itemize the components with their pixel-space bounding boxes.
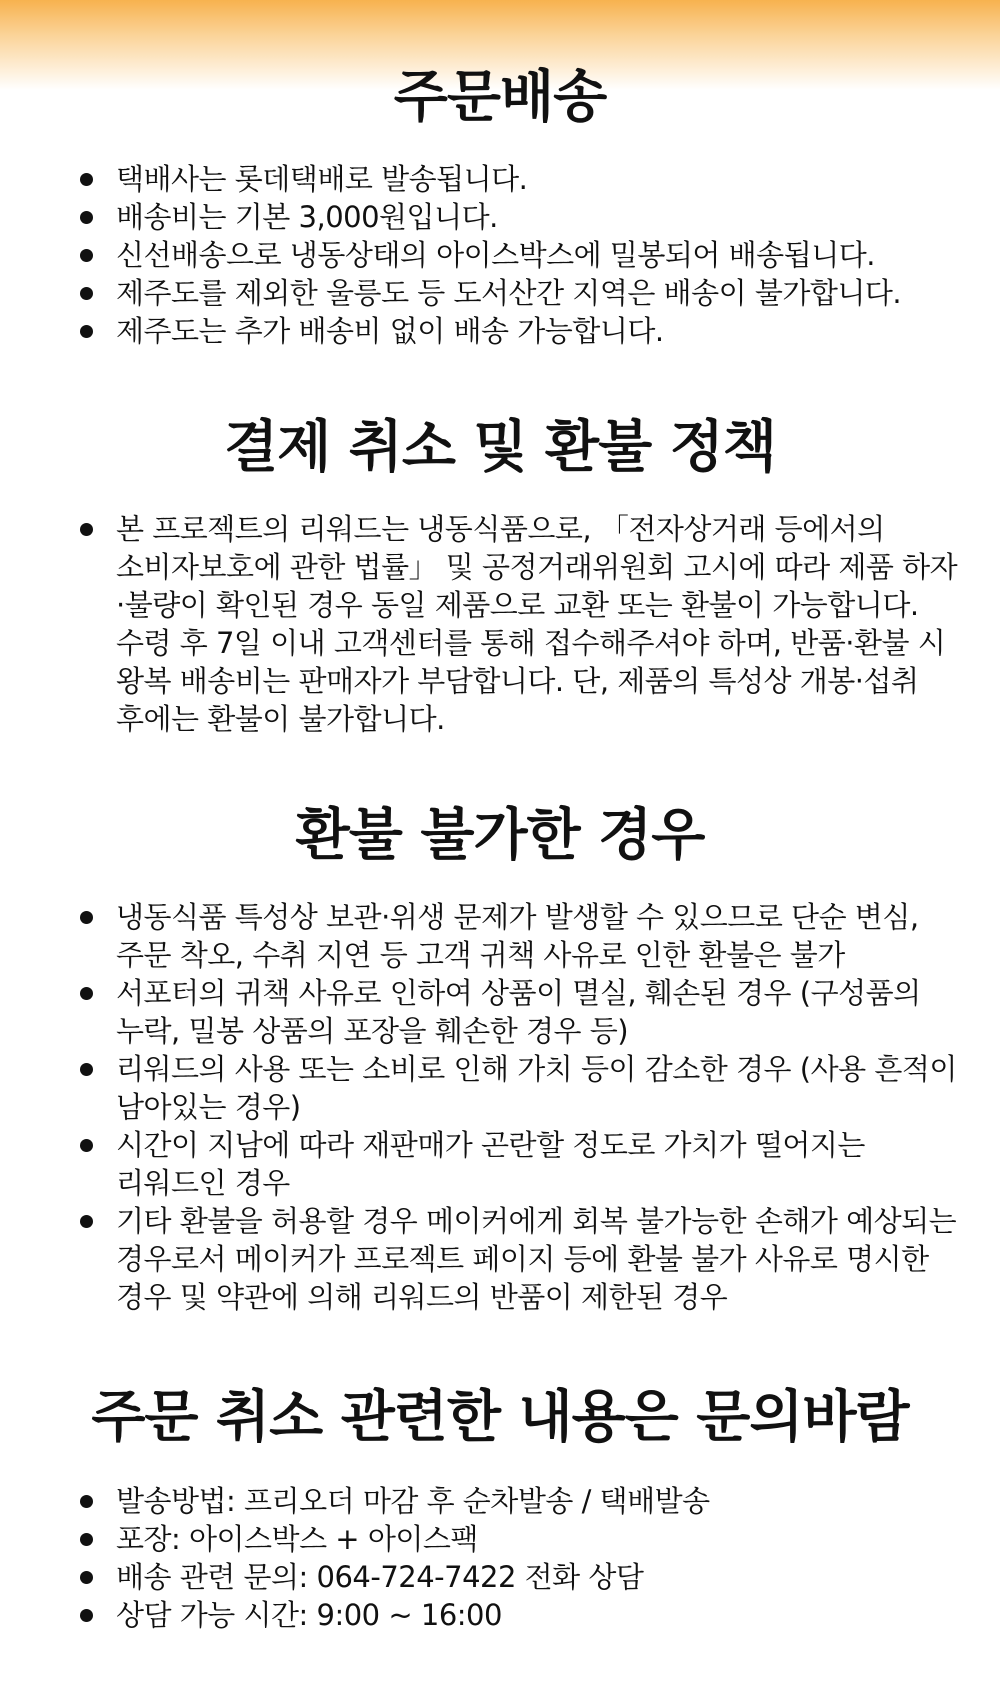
list-item [78,974,958,1050]
list-item-text: 상담 가능 시간: 9:00 ~ 16:00 [116,1598,502,1632]
list-item-text: 발송방법: 프리오더 마감 후 순차발송 / 택배발송 [116,1484,710,1518]
list-item-text: 냉동식품 특성상 보관·위생 문제가 발생할 수 있으므로 단순 변심, 주문 착오, 수취 지연 등 고객 귀책 사유로 인한 환불은 불가 [116,900,919,972]
bullet-icon [80,1533,93,1546]
list-item [78,198,958,236]
bullet-icon [80,287,93,300]
refund-list [0,510,958,738]
list-item-text: 기타 환불을 허용할 경우 메이커에게 회복 불가능한 손해가 예상되는 경우로서 메이커가 프로젝트 페이지 등에 환불 불가 사유로 명시한 경우 및 약관에 의해 리워드의 반품이 제한된 경우 [116,1204,957,1314]
bullet-icon [80,249,93,262]
list-item [78,1126,958,1202]
bullet-icon [80,523,93,536]
bullet-icon [80,173,93,186]
bullet-icon [80,1139,93,1152]
list-item-text: 시간이 지남에 따라 재판매가 곤란할 정도로 가치가 떨어지는 리워드인 경우 [116,1128,865,1200]
section-title-inquiry: 주문 취소 관련한 내용은 문의바람 [91,1385,909,1450]
list-item-text: 배송 관련 문의: 064-724-7422 전화 상담 [116,1560,644,1594]
list-item [78,274,958,312]
bullet-icon [80,1609,93,1622]
list-item-text: 제주도는 추가 배송비 없이 배송 가능합니다. [116,314,664,348]
list-item [78,898,958,974]
section-title-refund-policy: 결제 취소 및 환불 정책 [224,415,776,480]
bullet-icon [80,1215,93,1228]
section-title-shipping: 주문배송 [393,65,607,130]
list-item-text: 서포터의 귀책 사유로 인하여 상품이 멸실, 훼손된 경우 (구성품의 누락, 밀봉 상품의 포장을 훼손한 경우 등) [116,976,921,1048]
list-item [78,1482,958,1520]
bullet-icon [80,1063,93,1076]
section-non-refundable [0,796,1000,1316]
list-item-text: 리워드의 사용 또는 소비로 인해 가치 등이 감소한 경우 (사용 흔적이 남아있는 경우) [116,1052,957,1124]
inquiry-list [0,1482,958,1634]
shipping-list [0,160,958,350]
list-item [78,1202,958,1316]
list-item [78,312,958,350]
list-item-text: 제주도를 제외한 울릉도 등 도서산간 지역은 배송이 불가합니다. [116,276,902,310]
list-item [78,1558,958,1596]
list-item-text: 신선배송으로 냉동상태의 아이스박스에 밀봉되어 배송됩니다. [116,238,875,272]
bullet-icon [80,325,93,338]
section-title-non-refundable: 환불 불가한 경우 [295,803,705,868]
list-item [78,236,958,274]
bullet-icon [80,987,93,1000]
list-item [78,1050,958,1126]
bullet-icon [80,1571,93,1584]
list-item [78,1596,958,1634]
list-item-text: 본 프로젝트의 리워드는 냉동식품으로, 「전자상거래 등에서의 소비자보호에 관한 법률」 및 공정거래위원회 고시에 따라 제품 하자·불량이 확인된 경우 동일 제품으로 교환 또는 환불이 가능합니다. 수령 후 7일 이내 고객센터를 통해 접수해주셔야 하며, 반품·환불 시 왕복 배송비는 판매자가 부담합니다. 단, 제품의 특성상 개봉·섭취 후에는 환불이 불가합니다. [116,512,958,736]
list-item-text: 배송비는 기본 3,000원입니다. [116,200,498,234]
bullet-icon [80,911,93,924]
section-shipping [0,58,1000,350]
section-inquiry [0,1378,1000,1634]
list-item [78,1520,958,1558]
section-refund-policy [0,408,1000,738]
list-item-text: 택배사는 롯데택배로 발송됩니다. [116,162,528,196]
non-refundable-list [0,898,958,1316]
bullet-icon [80,211,93,224]
list-item [78,160,958,198]
list-item-text: 포장: 아이스박스 + 아이스팩 [116,1522,478,1556]
list-item [78,510,958,738]
bullet-icon [80,1495,93,1508]
